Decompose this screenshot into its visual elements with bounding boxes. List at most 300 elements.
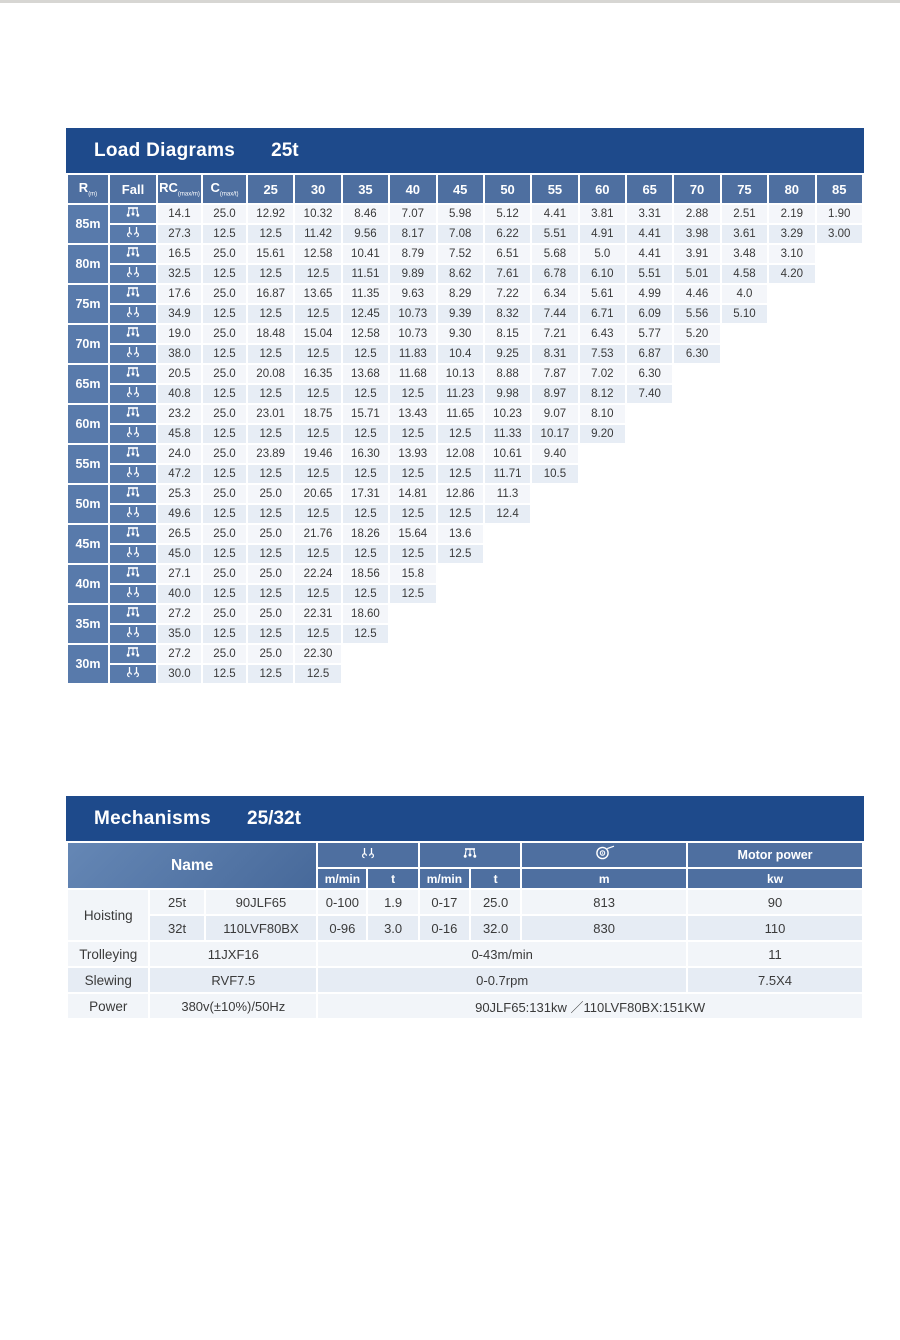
load-value: 8.12 [580,385,625,403]
unit-header-4: m [522,869,686,888]
four-fall-hook-icon [125,326,141,338]
load-diagrams-section [66,128,864,685]
load-diagrams-capacity: 25t [271,139,299,161]
four-fall-hook-icon [125,566,141,578]
load-value: 3.81 [580,205,625,223]
load-value: 11.42 [295,225,340,243]
c-value: 12.5 [203,665,246,683]
load-value: 9.25 [485,345,530,363]
rc-value: 45.8 [158,425,201,443]
load-value: 13.43 [390,405,435,423]
two-fall-hook-icon [125,506,141,518]
radius-label: 60m [68,405,108,443]
load-value: 12.5 [248,465,293,483]
load-value: 22.31 [295,605,340,623]
c-value: 12.5 [203,425,246,443]
load-value: 18.48 [248,325,293,343]
load-value: 11.65 [438,405,483,423]
rc-value: 45.0 [158,545,201,563]
load-value: 12.5 [295,505,340,523]
rc-value: 19.0 [158,325,201,343]
model-cell: 90JLF65 [206,890,317,914]
load-value: 12.86 [438,485,483,503]
model-cell: 11JXF16 [150,942,316,966]
fall-cell [110,285,156,303]
load-value: 12.5 [295,305,340,323]
load-value: 4.46 [674,285,719,303]
col-header-65: 65 [627,175,672,203]
col-header-45: 45 [438,175,483,203]
load-value: 5.51 [627,265,672,283]
rc-value: 27.3 [158,225,201,243]
load-value: 3.10 [769,245,814,263]
radius-label: 35m [68,605,108,643]
load-row-30m-1 [68,645,862,663]
load-value: 12.5 [343,545,388,563]
mech-value: 25.0 [471,890,520,914]
load-value: 6.43 [580,325,625,343]
c-value: 25.0 [203,605,246,623]
load-value: 6.22 [485,225,530,243]
load-row-80m-1 [68,245,862,263]
col-header-rc: $RC_{(max/m)}$ [158,175,201,203]
load-value: 11.83 [390,345,435,363]
two-fall-hook-icon [125,346,141,358]
load-row-75m-1 [68,285,862,303]
load-value: 3.00 [817,225,863,243]
col-header-40: 40 [390,175,435,203]
mech-value: 90 [688,890,862,914]
load-value: 1.90 [817,205,863,223]
four-fall-hook-icon [125,486,141,498]
radius-label: 80m [68,245,108,283]
load-row-60m-1 [68,405,862,423]
load-value: 8.10 [580,405,625,423]
two-fall-hook-icon [125,266,141,278]
fall-cell [110,445,156,463]
load-value: 12.5 [438,545,483,563]
load-value: 10.13 [438,365,483,383]
fall-cell [110,265,156,283]
rope-drum-icon [593,845,615,860]
load-row-85m-1 [68,205,862,223]
c-value: 25.0 [203,645,246,663]
load-value: 4.0 [722,285,767,303]
rc-value: 32.5 [158,265,201,283]
load-value: 7.08 [438,225,483,243]
load-value: 20.08 [248,365,293,383]
load-value: 12.5 [343,625,388,643]
load-row-35m-2 [68,625,862,643]
load-value: 8.46 [343,205,388,223]
load-value: 12.45 [343,305,388,323]
load-value: 12.5 [295,625,340,643]
fall-cell [110,505,156,523]
load-value: 7.07 [390,205,435,223]
load-value: 4.99 [627,285,672,303]
load-value: 9.39 [438,305,483,323]
load-value: 12.5 [295,545,340,563]
load-value: 16.30 [343,445,388,463]
load-value: 3.29 [769,225,814,243]
load-value: 7.21 [532,325,577,343]
mech-value: 0-17 [420,890,469,914]
load-value: 12.58 [295,245,340,263]
rc-value: 23.2 [158,405,201,423]
load-row-85m-2 [68,225,862,243]
load-value: 5.51 [532,225,577,243]
load-value: 10.41 [343,245,388,263]
load-value: 7.87 [532,365,577,383]
load-value: 10.23 [485,405,530,423]
mech-value: 32.0 [471,916,520,940]
fall-cell [110,425,156,443]
col-header-55: 55 [532,175,577,203]
motor-power-value: 7.5X4 [688,968,862,992]
four-fall-hook-icon [125,286,141,298]
col-header-radius: $R_{(m)}$ [68,175,108,203]
load-value: 5.12 [485,205,530,223]
load-value: 7.61 [485,265,530,283]
load-value: 6.87 [627,345,672,363]
load-value: 2.88 [674,205,719,223]
radius-label: 70m [68,325,108,363]
load-value: 5.77 [627,325,672,343]
fall-cell [110,605,156,623]
load-value: 12.58 [343,325,388,343]
load-value: 25.0 [248,485,293,503]
load-value: 12.5 [390,425,435,443]
load-row-50m-2 [68,505,862,523]
load-value: 6.30 [627,365,672,383]
load-value: 9.63 [390,285,435,303]
rc-value: 35.0 [158,625,201,643]
load-value: 4.41 [627,245,672,263]
load-value: 7.44 [532,305,577,323]
mech-value: 1.9 [368,890,417,914]
load-row-40m-1 [68,565,862,583]
load-value: 12.5 [343,345,388,363]
mech-value: 0-100 [318,890,366,914]
two-fall-hook-icon [360,847,376,859]
load-value: 6.10 [580,265,625,283]
model-cell: 380v(±10%)/50Hz [150,994,316,1018]
four-fall-hook-icon [125,646,141,658]
capacity-cell: 32t [150,916,203,940]
load-value: 12.5 [390,385,435,403]
load-value: 15.64 [390,525,435,543]
load-value: 12.5 [248,385,293,403]
load-value: 19.46 [295,445,340,463]
mech-header-row-icons [68,843,862,867]
load-value: 5.68 [532,245,577,263]
load-diagrams-table [66,173,864,685]
load-value: 3.98 [674,225,719,243]
col-header-80: 80 [769,175,814,203]
load-value: 7.52 [438,245,483,263]
rc-value: 47.2 [158,465,201,483]
two-fall-hook-icon [125,386,141,398]
load-value: 22.24 [295,565,340,583]
fall-cell [110,545,156,563]
load-value: 2.19 [769,205,814,223]
c-value: 12.5 [203,625,246,643]
load-value: 12.5 [295,585,340,603]
load-row-70m-2 [68,345,862,363]
load-value: 5.98 [438,205,483,223]
load-value: 12.5 [248,345,293,363]
load-value: 12.5 [438,505,483,523]
radius-label: 55m [68,445,108,483]
load-value: 6.30 [674,345,719,363]
load-value: 12.5 [248,265,293,283]
load-value: 13.6 [438,525,483,543]
col-header-60: 60 [580,175,625,203]
c-value: 12.5 [203,265,246,283]
fall-cell [110,205,156,223]
load-value: 3.31 [627,205,672,223]
load-value: 4.58 [722,265,767,283]
fall-cell [110,345,156,363]
fall-cell [110,385,156,403]
c-value: 25.0 [203,565,246,583]
load-value: 12.5 [343,505,388,523]
four-fall-hook-icon [125,606,141,618]
mechanisms-title: Mechanisms [94,807,212,829]
load-value: 12.5 [248,425,293,443]
four-fall-hook-icon [125,406,141,418]
rc-value: 40.8 [158,385,201,403]
load-value: 16.87 [248,285,293,303]
load-header-row [68,175,862,203]
load-row-45m-1 [68,525,862,543]
radius-label: 45m [68,525,108,563]
two-fall-hook-icon [125,626,141,638]
unit-header-3: t [471,869,520,888]
load-value: 12.5 [343,385,388,403]
c-value: 12.5 [203,465,246,483]
mech-row-label: Slewing [68,968,148,992]
col-header-fall: Fall [110,175,156,203]
c-value: 12.5 [203,585,246,603]
load-value: 10.17 [532,425,577,443]
c-value: 12.5 [203,505,246,523]
rc-value: 24.0 [158,445,201,463]
load-row-70m-1 [68,325,862,343]
c-value: 12.5 [203,545,246,563]
load-value: 10.4 [438,345,483,363]
mech-value: 0-96 [318,916,366,940]
load-value: 8.88 [485,365,530,383]
unit-header-5: kw [688,869,862,888]
fall-cell [110,225,156,243]
load-value: 18.75 [295,405,340,423]
load-row-65m-1 [68,365,862,383]
load-value: 12.4 [485,505,530,523]
load-value: 12.5 [248,225,293,243]
load-value: 18.56 [343,565,388,583]
load-value: 5.20 [674,325,719,343]
fall-cell [110,245,156,263]
four-fall-hook-icon [462,847,478,859]
four-fall-hook-icon [125,366,141,378]
rc-value: 38.0 [158,345,201,363]
load-value: 25.0 [248,565,293,583]
load-value: 12.5 [343,425,388,443]
unit-header-2: m/min [420,869,469,888]
load-value: 12.5 [248,665,293,683]
fall-cell [110,645,156,663]
col-header-75: 75 [722,175,767,203]
radius-label: 65m [68,365,108,403]
fall-cell [110,665,156,683]
hoisting-row-32t [68,916,862,940]
rc-value: 27.2 [158,605,201,623]
load-value: 5.61 [580,285,625,303]
mech-span-value: 0-43m/min [318,942,686,966]
load-row-65m-2 [68,385,862,403]
load-value: 23.89 [248,445,293,463]
two-fall-hook-icon [125,306,141,318]
load-row-80m-2 [68,265,862,283]
load-value: 10.73 [390,325,435,343]
load-value: 8.17 [390,225,435,243]
col-header-25: 25 [248,175,293,203]
capacity-cell: 25t [150,890,203,914]
load-value: 2.51 [722,205,767,223]
col-header-c: $C_{(max/t)}$ [203,175,246,203]
fall-cell [110,565,156,583]
rc-value: 14.1 [158,205,201,223]
unit-header-0: m/min [318,869,366,888]
load-value: 8.32 [485,305,530,323]
load-value: 12.5 [390,465,435,483]
c-value: 25.0 [203,325,246,343]
two-fall-hook-icon [125,466,141,478]
load-value: 11.68 [390,365,435,383]
load-value: 12.5 [248,545,293,563]
load-value: 4.41 [627,225,672,243]
load-value: 15.04 [295,325,340,343]
motor-power-header: Motor power [688,843,862,867]
hoisting-row-25t [68,890,862,914]
load-value: 12.5 [295,385,340,403]
load-value: 12.5 [438,425,483,443]
load-value: 12.5 [248,585,293,603]
load-value: 8.15 [485,325,530,343]
load-value: 8.97 [532,385,577,403]
two-fall-hook-icon [125,226,141,238]
c-value: 25.0 [203,205,246,223]
model-cell: RVF7.5 [150,968,316,992]
load-diagrams-title: Load Diagrams [94,139,236,161]
load-value: 15.61 [248,245,293,263]
radius-label: 75m [68,285,108,323]
rc-value: 27.2 [158,645,201,663]
mech-span-value: 90JLF65:131kw ／110LVF80BX:151KW [318,994,862,1018]
fall-cell [110,405,156,423]
rc-value: 16.5 [158,245,201,263]
c-value: 25.0 [203,485,246,503]
load-value: 17.31 [343,485,388,503]
load-value: 12.5 [295,465,340,483]
load-value: 10.32 [295,205,340,223]
mech-value: 830 [522,916,686,940]
load-value: 12.5 [248,305,293,323]
load-value: 8.29 [438,285,483,303]
mechanisms-title-bar [66,796,864,841]
load-value: 11.3 [485,485,530,503]
rc-value: 17.6 [158,285,201,303]
radius-label: 40m [68,565,108,603]
two-fall-hook-icon [125,426,141,438]
fall-cell [110,305,156,323]
load-value: 9.40 [532,445,577,463]
load-value: 3.91 [674,245,719,263]
load-value: 8.62 [438,265,483,283]
two-fall-hook-icon [125,586,141,598]
load-value: 5.10 [722,305,767,323]
c-value: 25.0 [203,365,246,383]
mech-span-value: 0-0.7rpm [318,968,686,992]
c-value: 12.5 [203,345,246,363]
c-value: 12.5 [203,385,246,403]
rc-value: 40.0 [158,585,201,603]
load-value: 10.61 [485,445,530,463]
load-value: 9.56 [343,225,388,243]
fall-cell [110,525,156,543]
load-value: 4.41 [532,205,577,223]
four-fall-hook-icon [125,446,141,458]
load-row-75m-2 [68,305,862,323]
load-row-40m-2 [68,585,862,603]
load-value: 16.35 [295,365,340,383]
load-value: 23.01 [248,405,293,423]
fall-cell [110,465,156,483]
mech-row-slewing [68,968,862,992]
load-value: 18.26 [343,525,388,543]
load-value: 25.0 [248,525,293,543]
two-fall-header [318,843,417,867]
mechanisms-section [66,796,864,1020]
c-value: 25.0 [203,445,246,463]
load-value: 12.5 [295,265,340,283]
load-value: 12.5 [248,505,293,523]
four-fall-header [420,843,521,867]
c-value: 25.0 [203,525,246,543]
load-value: 12.5 [390,585,435,603]
load-value: 15.8 [390,565,435,583]
load-value: 9.30 [438,325,483,343]
unit-header-1: t [368,869,417,888]
mechanisms-capacity: 25/32t [247,807,301,829]
col-header-30: 30 [295,175,340,203]
load-value: 9.07 [532,405,577,423]
load-value: 4.91 [580,225,625,243]
load-row-50m-1 [68,485,862,503]
four-fall-hook-icon [125,246,141,258]
load-value: 6.34 [532,285,577,303]
four-fall-hook-icon [125,526,141,538]
load-value: 10.73 [390,305,435,323]
col-header-85: 85 [817,175,863,203]
load-value: 12.5 [295,345,340,363]
load-diagrams-title-bar [66,128,864,173]
load-value: 25.0 [248,645,293,663]
load-value: 21.76 [295,525,340,543]
fall-cell [110,585,156,603]
mech-row-trolleying [68,942,862,966]
